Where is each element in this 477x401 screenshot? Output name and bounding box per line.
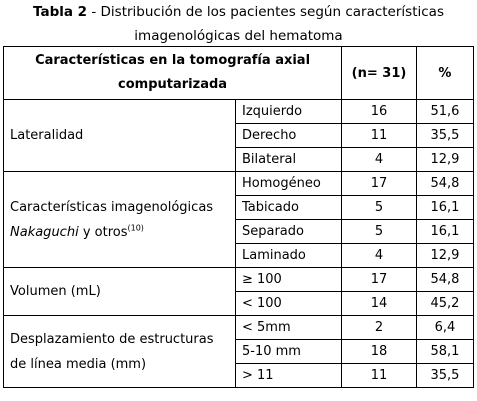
group-label-desplazamiento <box>4 316 236 388</box>
row-n: 11 <box>342 364 417 388</box>
header-row <box>4 47 474 100</box>
table-row <box>4 100 474 124</box>
row-sub-label: Homogéneo <box>235 172 341 196</box>
row-sub-label: ≥ 100 <box>235 268 341 292</box>
table-caption <box>0 0 477 48</box>
group-label-imagenologicas <box>4 172 236 268</box>
row-percent: 54,8 <box>416 172 473 196</box>
group-label-line2: de línea media (mm) <box>10 356 147 372</box>
row-percent: 51,6 <box>416 100 473 124</box>
reference-superscript: (10) <box>127 223 144 233</box>
group-label-volumen: Volumen (mL) <box>4 268 236 316</box>
row-n: 16 <box>342 100 417 124</box>
row-n: 17 <box>342 268 417 292</box>
row-percent: 58,1 <box>416 340 473 364</box>
row-percent: 12,9 <box>416 244 473 268</box>
row-sub-label: > 11 <box>235 364 341 388</box>
row-n: 4 <box>342 244 417 268</box>
header-category: Características en la tomografía axial computarizada <box>4 47 342 100</box>
row-percent: 45,2 <box>416 292 473 316</box>
table-row <box>4 172 474 196</box>
row-n: 5 <box>342 196 417 220</box>
row-n: 2 <box>342 316 417 340</box>
row-percent: 6,4 <box>416 316 473 340</box>
row-sub-label: 5-10 mm <box>235 340 341 364</box>
row-n: 4 <box>342 148 417 172</box>
row-percent: 35,5 <box>416 364 473 388</box>
row-sub-label: Derecho <box>235 124 341 148</box>
row-sub-label: < 5mm <box>235 316 341 340</box>
row-percent: 16,1 <box>416 196 473 220</box>
header-percent: % <box>416 47 473 100</box>
patient-distribution-table <box>3 46 474 388</box>
row-sub-label: Tabicado <box>235 196 341 220</box>
group-label-italic: Nakaguchi <box>10 224 79 240</box>
row-n: 5 <box>342 220 417 244</box>
row-sub-label: < 100 <box>235 292 341 316</box>
header-n: (n= 31) <box>342 47 417 100</box>
row-n: 18 <box>342 340 417 364</box>
group-label-rest: y otros <box>78 224 128 240</box>
row-percent: 54,8 <box>416 268 473 292</box>
row-percent: 35,5 <box>416 124 473 148</box>
row-n: 14 <box>342 292 417 316</box>
table-row <box>4 268 474 292</box>
table-row <box>4 316 474 340</box>
row-percent: 16,1 <box>416 220 473 244</box>
caption-label: Tabla 2 <box>33 4 88 20</box>
row-sub-label: Izquierdo <box>235 100 341 124</box>
group-label-line1: Desplazamiento de estructuras <box>10 331 214 347</box>
row-n: 11 <box>342 124 417 148</box>
row-sub-label: Separado <box>235 220 341 244</box>
row-sub-label: Laminado <box>235 244 341 268</box>
row-n: 17 <box>342 172 417 196</box>
group-label-lateralidad: Lateralidad <box>4 100 236 172</box>
row-sub-label: Bilateral <box>235 148 341 172</box>
row-percent: 12,9 <box>416 148 473 172</box>
group-label-line1: Características imagenológicas <box>10 199 214 215</box>
caption-text: - Distribución de los pacientes según características imagenológicas del hematoma <box>87 4 444 44</box>
